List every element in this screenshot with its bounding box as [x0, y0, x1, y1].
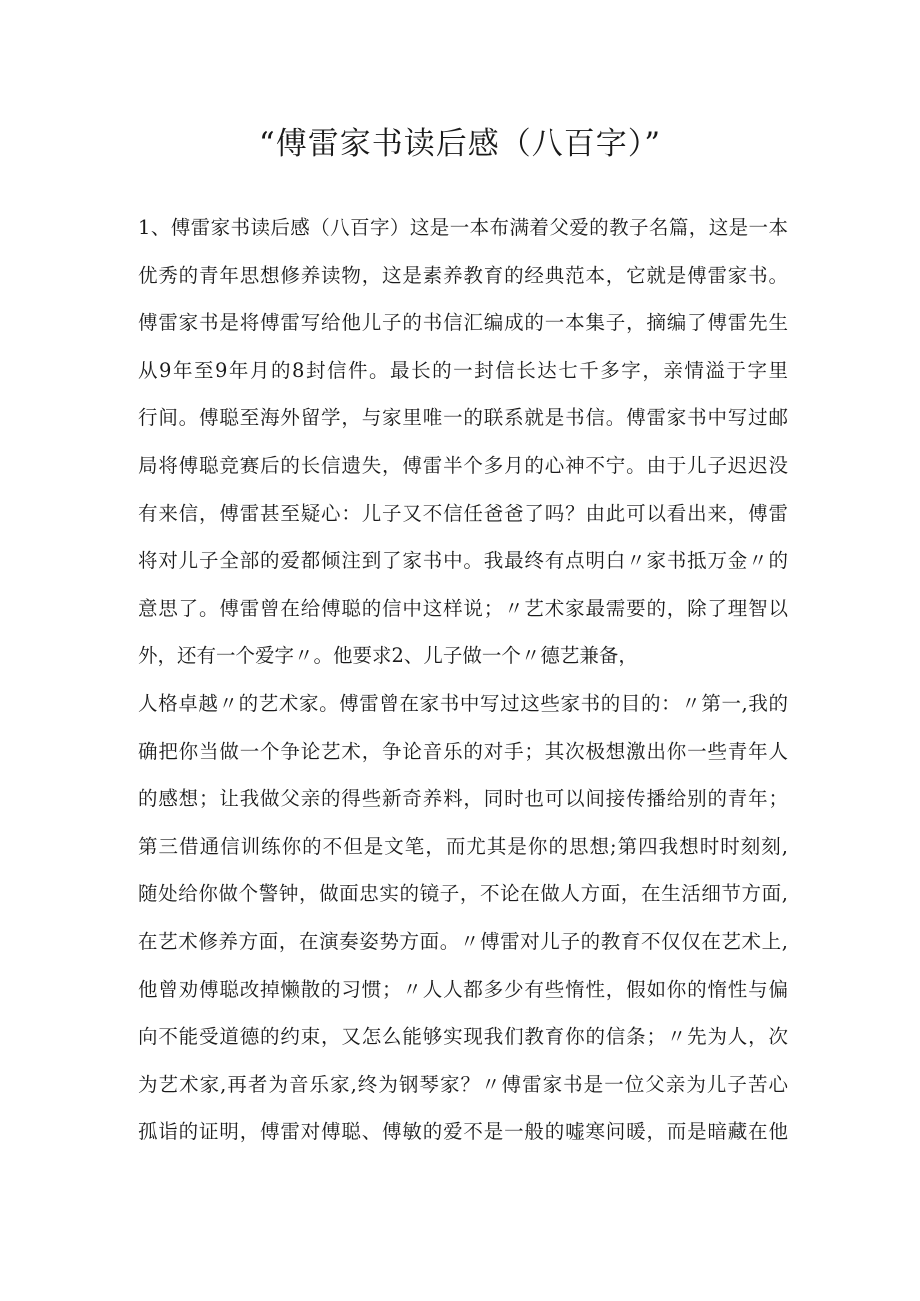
body-line: 从9年至9年月的8封信件。最长的一封信长达七千多字，亲情溢于字里: [138, 358, 788, 382]
document-body: [138, 204, 788, 1156]
body-line: 外，还有一个爱字〃。他要求2、儿子做一个〃德艺兼备，: [138, 644, 638, 668]
body-line: 傅雷家书是将傅雷写给他儿子的书信汇编成的一本集子，摘编了傅雷先生: [138, 311, 788, 335]
body-line: 他曾劝傅聪改掉懒散的习惯；〃人人都多少有些惰性，假如你的惰性与偏: [138, 977, 788, 1001]
body-line: 确把你当做一个争论艺术，争论音乐的对手；其次极想激出你一些青年人: [138, 739, 788, 763]
body-line: 局将傅聪竞赛后的长信遗失，傅雷半个多月的心神不宁。由于儿子迟迟没: [138, 453, 788, 477]
body-line: 随处给你做个警钟，做面忠实的镜子，不论在做人方面，在生活细节方面,: [138, 882, 788, 906]
body-line: 为艺术家,再者为音乐家,终为钢琴家？〃傅雷家书是一位父亲为儿子苦心: [138, 1072, 788, 1096]
body-line: 向不能受道德的约束，又怎么能够实现我们教育你的信条；〃先为人，次: [138, 1025, 788, 1049]
body-line: 孤诣的证明，傅雷对傅聪、傅敏的爱不是一般的嘘寒问暖，而是暗藏在他: [138, 1120, 788, 1144]
body-line: 有来信，傅雷甚至疑心：儿子又不信任爸爸了吗？由此可以看出来，傅雷: [138, 501, 788, 525]
body-line: 行间。傅聪至海外留学，与家里唯一的联系就是书信。傅雷家书中写过邮: [138, 406, 788, 430]
body-line: 在艺术修养方面，在演奏姿势方面。〃傅雷对儿子的教育不仅仅在艺术上,: [138, 929, 788, 953]
body-line: 优秀的青年思想修养读物，这是素养教育的经典范本，它就是傅雷家书。: [138, 263, 788, 287]
document-title: “傅雷家书读后感（八百字）”: [258, 126, 662, 162]
body-line: 人格卓越〃的艺术家。傅雷曾在家书中写过这些家书的目的：〃第一,我的: [138, 691, 788, 715]
body-line: 意思了。傅雷曾在给傅聪的信中这样说；〃艺术家最需要的，除了理智以: [138, 596, 788, 620]
body-line: 的感想；让我做父亲的得些新奇养料，同时也可以间接传播给别的青年；: [138, 787, 788, 811]
body-line: 将对儿子全部的爱都倾注到了家书中。我最终有点明白〃家书抵万金〃的: [138, 549, 788, 573]
body-line: 第三借通信训练你的不但是文笔，而尤其是你的思想;第四我想时时刻刻,: [138, 834, 788, 858]
body-line: 1、傅雷家书读后感（八百字）这是一本布满着父爱的教子名篇，这是一本: [138, 216, 788, 239]
